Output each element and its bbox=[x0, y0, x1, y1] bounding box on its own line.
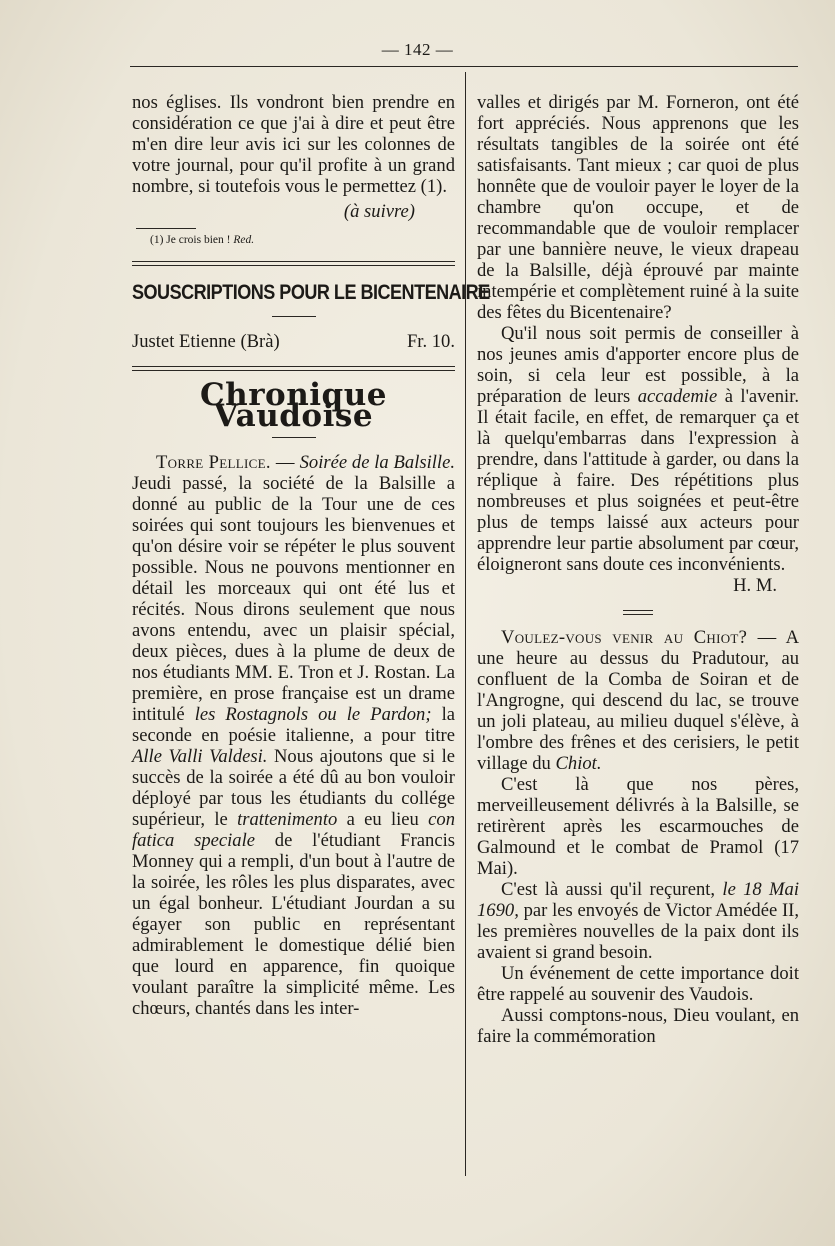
chiot-paragraph-3 bbox=[477, 879, 799, 963]
article-text: à l'avenir. Il était facile, en effet, de remarquer ça et là quelqu'embarras dans l'expression à prendre, dans l'attitude à garder, ou dans la réplique à faire. Des répétitions plus nombreuses et plus soignées et peut-être plus de temps laissé aux acteurs pour apprendre leur partie absolument par cœur, éloigneront sans doute ces inconvénients. bbox=[477, 386, 800, 575]
chiot-lead: Voulez-vous venir au Chiot? — bbox=[501, 627, 777, 648]
page-number: — 142 — bbox=[381, 40, 454, 59]
souscriptions-heading: SOUSCRIPTIONS POUR LE BICENTENAIRE bbox=[132, 281, 490, 304]
header-rule bbox=[130, 66, 798, 67]
heading-dash bbox=[272, 316, 316, 317]
play-title-2: Alle Valli Valdesi. bbox=[132, 746, 268, 767]
article-text: Jeudi passé, la société de la Balsille a donné au public de la Tour une de ces soirées qui sont toujours les bienvenues et qu'on désire voir se répéter le plus souvent possible. Nous ne pouvons mentionner en détail les morceaux qui ont été lus et récités. Nous dirons seulement que nous avons entendu, avec un plaisir spécial, deux pièces, dues à la plume de deux de nos étudiants MM. E. Tron et J. Rostan. La première, en prose française est un drame intitulé bbox=[132, 473, 455, 725]
right-column bbox=[477, 92, 799, 1047]
intro-paragraph: nos églises. Ils vondront bien prendre en considération ce que j'ai à dire et peut être m'en dire leur avis ici sur les colonnes de votre journal, pour qu'il profite à un grand nombre, si toutefois vous le permettez (1). bbox=[132, 92, 455, 197]
article-text: la seconde en poésie italienne, a pour titre bbox=[132, 704, 455, 746]
place-name: Chiot. bbox=[555, 753, 602, 774]
article-text: C'est là aussi qu'il reçurent, bbox=[501, 879, 716, 900]
left-column bbox=[132, 92, 490, 1019]
advice-paragraph bbox=[477, 323, 799, 575]
article-separator bbox=[623, 610, 653, 615]
section-rule bbox=[132, 261, 455, 266]
italic-term: trattenimento bbox=[237, 809, 338, 830]
torre-lead-title: Soirée de la Balsille. bbox=[299, 452, 455, 473]
play-title-1: les Rostagnols ou le Pardon; bbox=[194, 704, 432, 725]
subscriber-name: Justet Etienne (Brà) bbox=[132, 331, 280, 352]
column-divider bbox=[465, 72, 466, 1176]
article-text: A une heure au dessus du Pradutour, au confluent de la Comba de Soiran et de l'Angrogne, qui descend du lac, se trouve un joli plateau, au milieu duquel s'élève, à l'ombre des frênes et des cerisiers, le petit village du bbox=[477, 627, 799, 774]
subscriber-amount: Fr. 10. bbox=[406, 331, 455, 352]
article-text: Qu'il nous soit permis de conseiller à nos jeunes amis d'apporter encore plus de soin, si cela leur est possible, à la préparation de leurs bbox=[477, 323, 799, 407]
footnote-text: (1) Je crois bien ! bbox=[150, 234, 231, 246]
chiot-paragraph-5: Aussi comptons-nous, Dieu voulant, en faire la commémoration bbox=[477, 1005, 799, 1047]
footnote-signature: Red. bbox=[233, 234, 255, 246]
author-signature: H. M. bbox=[733, 575, 777, 596]
date-italic: le 18 Mai 1690, bbox=[477, 879, 799, 921]
chronique-heading: Chronique Vaudoise bbox=[200, 377, 387, 434]
article-text: de l'étudiant Francis Monney qui a rempli, d'un bout à l'autre de la soirée, les rôles les plus disparates, avec un égal bonheur. L'étudiant Jourdan a su égayer son public en représentant admirablement le domestique délié bien que lourd en apparence, fin quoique voulant paraître la simplicité même. Les chœurs, chantés dans les inter- bbox=[132, 830, 456, 1019]
chronique-dash bbox=[272, 437, 316, 438]
footnote bbox=[150, 233, 455, 247]
chiot-article bbox=[477, 627, 799, 774]
footnote-rule bbox=[136, 228, 196, 229]
article-text: a eu lieu bbox=[346, 809, 419, 830]
article-text: par les envoyés de Victor Amédée II, les premières nouvelles de la paix dont ils avaient si grand besoin. bbox=[477, 900, 800, 963]
torre-pellice-article bbox=[132, 452, 455, 1019]
article-continuation: valles et dirigés par M. Forneron, ont été fort appréciés. Nous apprenons que les résultats tangibles de la soirée ont été satisfaisants. Tant mieux ; car quoi de plus honnête que de vouloir payer le loyer de la chambre qu'on occupe, et de recommandable que de vouloir remplacer par une bannière neuve, le vieux drapeau de la Balsille, déjà éprouvé par mainte intempérie et complètement ruiné à la suite des fêtes du Bicentenaire? bbox=[477, 92, 799, 323]
italic-term: accademie bbox=[637, 386, 718, 407]
chiot-paragraph-2: C'est là que nos pères, merveilleusement délivrés à la Balsille, se retirèrent après les escarmouches de Galmound et le combat de Pramol (17 Mai). bbox=[477, 774, 799, 879]
chiot-paragraph-4: Un événement de cette importance doit être rappelé au souvenir des Vaudois. bbox=[477, 963, 799, 1005]
section-rule-2 bbox=[132, 366, 455, 371]
subscription-row bbox=[132, 331, 455, 352]
italic-term-2: con fatica speciale bbox=[132, 809, 455, 851]
article-text: Nous ajoutons que si le succès de la soirée a été dû au bon vouloir déployé par tous les étudiants du collége supérieur, le bbox=[132, 746, 455, 830]
a-suivre-note: (à suivre) bbox=[343, 201, 415, 222]
torre-lead: Torre Pellice. — bbox=[156, 452, 295, 473]
